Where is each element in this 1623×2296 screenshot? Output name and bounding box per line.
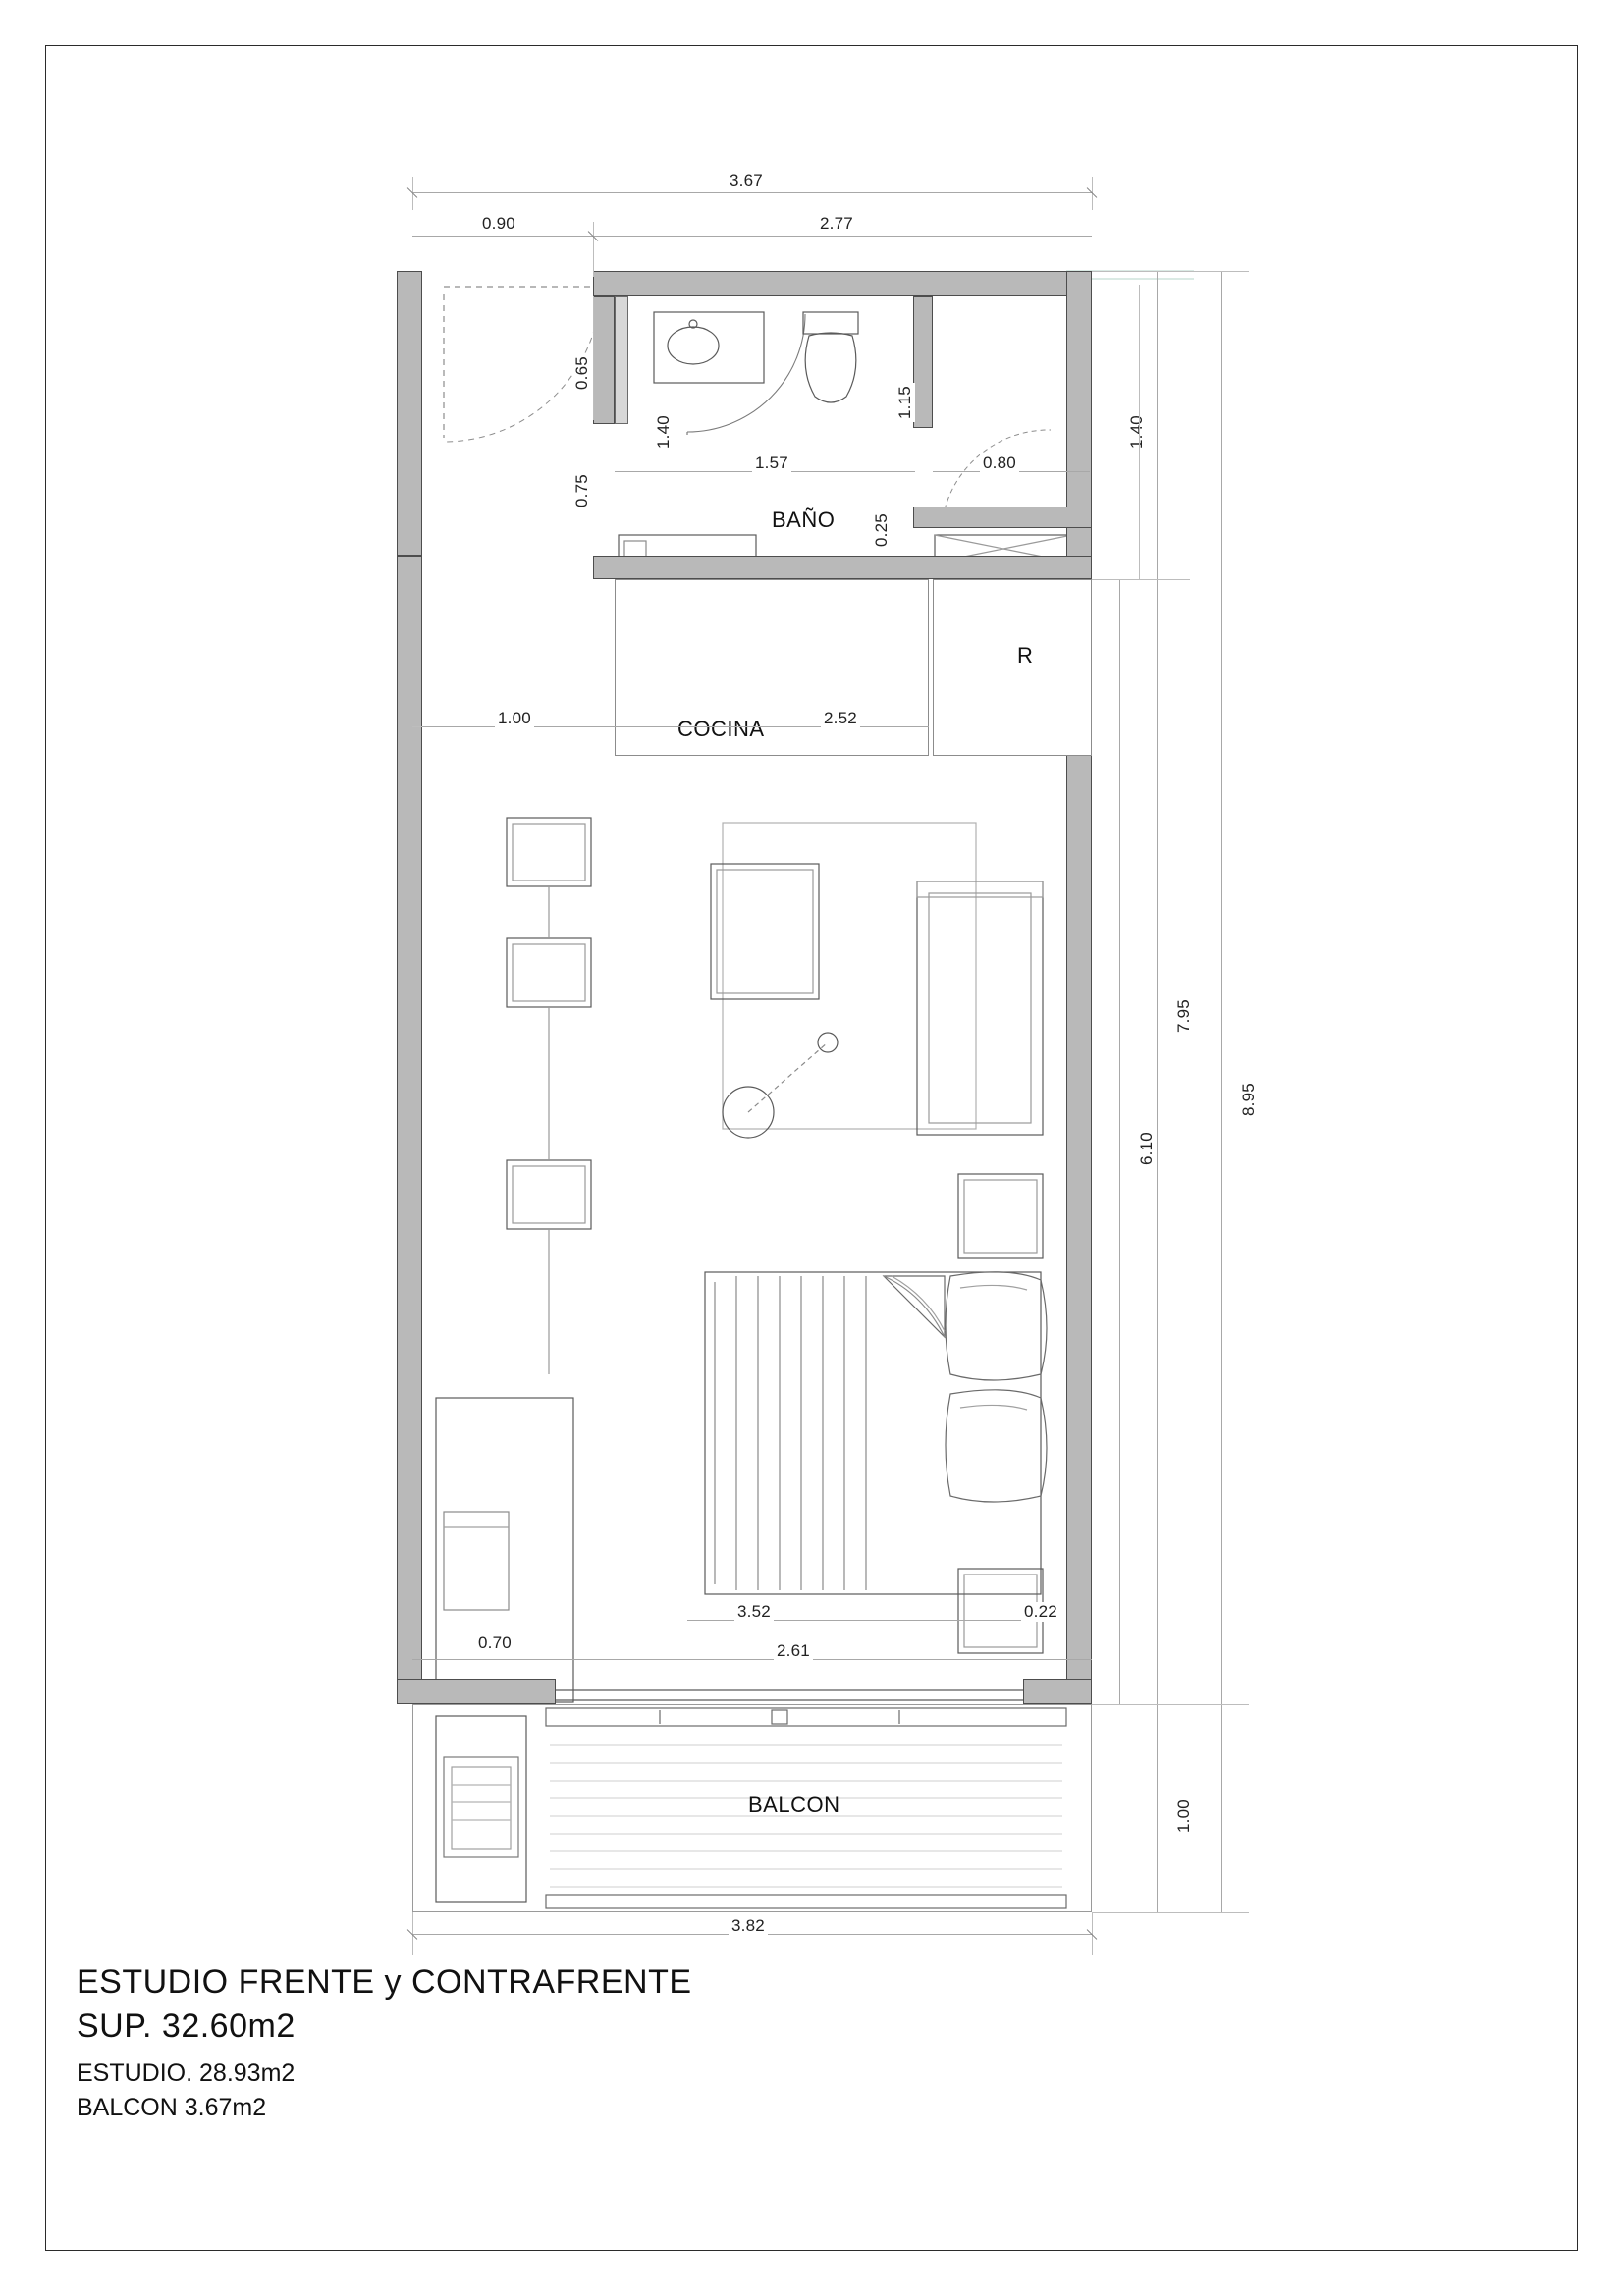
room-label-balcon: BALCON <box>748 1792 840 1817</box>
ext-guide-c <box>1092 1704 1249 1705</box>
room-label-bano: BAÑO <box>772 507 836 532</box>
wall-bath-sink-counter <box>615 296 628 424</box>
dim-toilet-depth: 1.15 <box>895 383 915 422</box>
wall-top-exterior <box>593 271 1092 296</box>
dim-bed-right-gap: 0.22 <box>1021 1602 1060 1622</box>
room-label-fridge: R <box>1017 643 1034 667</box>
dimvline-895 <box>1221 271 1222 1912</box>
wall-bath-right-partition <box>913 296 933 428</box>
dim-bath-width-a: 1.40 <box>654 412 674 452</box>
wall-bottom-right-stub <box>1023 1679 1092 1704</box>
dim-bed-wall-left: 0.70 <box>475 1633 514 1653</box>
dimvline-balcony <box>1157 1704 1158 1912</box>
dim-living-depth: 6.10 <box>1137 1129 1157 1168</box>
title-line-3: ESTUDIO. 28.93m2 <box>77 2059 296 2087</box>
dim-top-right-seg: 2.77 <box>817 214 856 234</box>
dim-bath-door-width: 0.75 <box>572 471 592 510</box>
dim-bed-width: 3.52 <box>734 1602 774 1622</box>
ext-guide-a <box>1092 271 1249 272</box>
title-line-4: BALCON 3.67m2 <box>77 2094 267 2121</box>
dim-closet-door: 0.80 <box>980 454 1019 473</box>
dimvline-610 <box>1119 579 1120 1704</box>
dim-right-overall: 8.95 <box>1239 1080 1259 1119</box>
dim-bottom-overall: 3.82 <box>729 1916 768 1936</box>
dim-top-overall: 3.67 <box>727 171 766 190</box>
dimline-top-overall <box>412 192 1092 193</box>
dim-bed-inner: 2.61 <box>774 1641 813 1661</box>
sheet-border <box>45 45 1578 2251</box>
wall-bath-bottom <box>593 556 1092 579</box>
fridge-niche <box>933 579 1092 756</box>
title-block <box>77 1963 692 2122</box>
room-label-cocina: COCINA <box>677 717 765 741</box>
ext-top-sub-mid <box>593 222 594 277</box>
dimvline-right-bath <box>1139 285 1140 579</box>
dim-top-left-seg: 0.90 <box>479 214 518 234</box>
kitchen-counter <box>615 579 929 756</box>
dim-kitchen-left: 1.00 <box>495 709 534 728</box>
wall-bath-left <box>593 296 615 424</box>
dim-right-interior: 7.95 <box>1174 996 1194 1036</box>
wall-closet-divider <box>913 507 1092 528</box>
dim-bath-sink-depth: 0.65 <box>572 353 592 393</box>
dim-bath-wall: 0.25 <box>872 510 892 550</box>
dim-bath-width-b: 1.40 <box>1127 412 1147 452</box>
ext-guide-d <box>1092 1912 1249 1913</box>
ext-guide-e <box>412 726 422 727</box>
dimline-bed-inner <box>412 1659 1092 1660</box>
dimline-kitchen-run <box>615 726 929 727</box>
wall-bottom-left-stub <box>397 1679 556 1704</box>
wall-right-exterior <box>1066 271 1092 1704</box>
dimline-top-sub <box>412 236 1092 237</box>
wall-left-exterior <box>397 556 422 1704</box>
dim-bath-interior: 1.57 <box>752 454 791 473</box>
ext-guide-b <box>1092 579 1190 580</box>
dim-kitchen-run: 2.52 <box>821 709 860 728</box>
dim-balcony-depth: 1.00 <box>1174 1796 1194 1836</box>
wall-left-entry <box>397 271 422 556</box>
dimvline-795 <box>1157 271 1158 1704</box>
title-line-1: ESTUDIO FRENTE y CONTRAFRENTE <box>77 1963 692 2001</box>
dimvline-sink <box>593 296 594 420</box>
title-line-2: SUP. 32.60m2 <box>77 2007 296 2045</box>
